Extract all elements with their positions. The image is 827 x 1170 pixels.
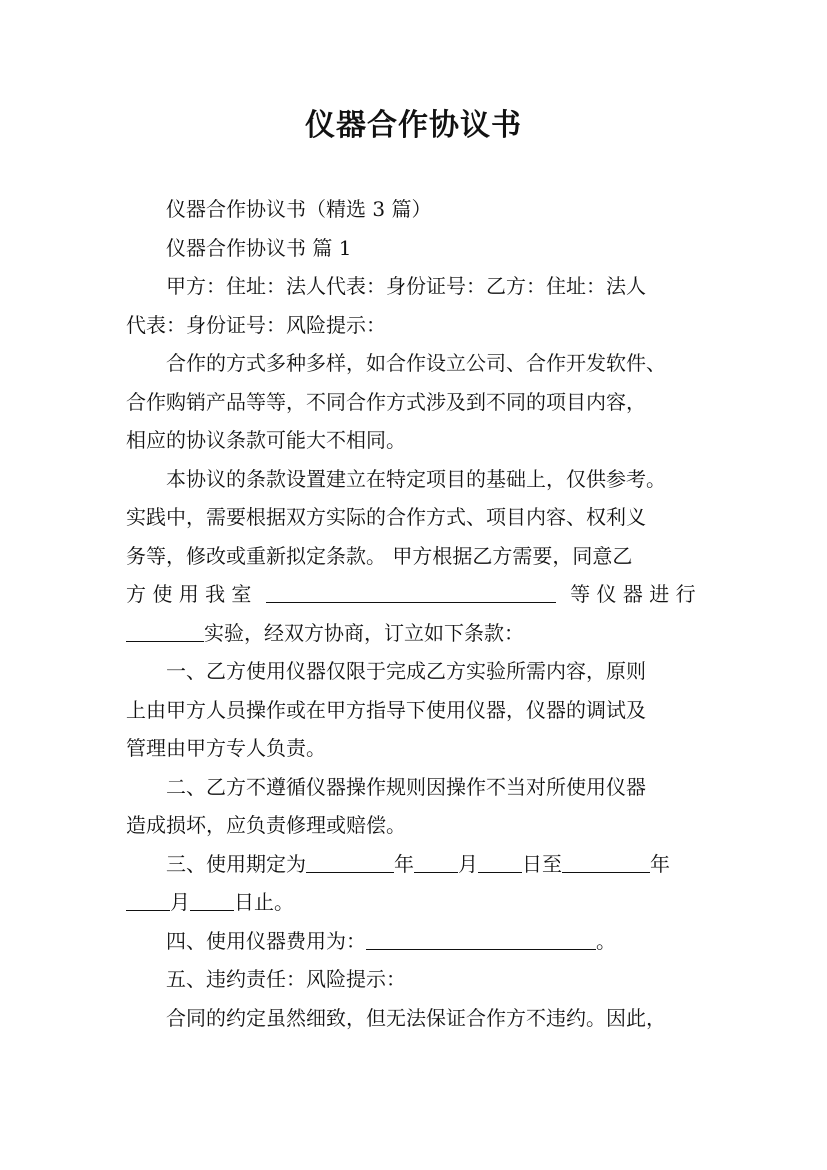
basis-line-2: 实践中，需要根据双方实际的合作方式、项目内容、权利义 [126, 505, 646, 529]
basis-line-5 [126, 614, 703, 653]
clause-2-line-2: 造成损坏，应负责修理或赔偿。 [126, 813, 406, 837]
clause-5-line-1: 五、违约责任：风险提示： [166, 967, 406, 991]
clause-3-line-1 [126, 845, 703, 884]
end-month-blank[interactable] [126, 890, 170, 911]
basis-line-1: 本协议的条款设置建立在特定项目的基础上，仅供参考。 [166, 466, 666, 491]
closing-paragraph [126, 999, 703, 1038]
basis-line-4-suffix: 等 仪 器 进 行 [570, 582, 696, 606]
clause-1 [126, 652, 703, 768]
clause-3-month-2: 月 [170, 890, 190, 914]
basis-line-5-suffix: 实验，经双方协商，订立如下条款： [204, 620, 524, 645]
clause-5 [126, 960, 703, 999]
basis-line-4 [126, 575, 703, 614]
start-year-blank[interactable] [306, 852, 394, 873]
clause-3-line-2 [126, 883, 703, 922]
fee-blank[interactable] [366, 929, 596, 950]
closing-line-1: 合同的约定虽然细致，但无法保证合作方不违约。因此， [166, 1005, 666, 1030]
basis-line-3: 务等，修改或重新拟定条款。 甲方根据乙方需要，同意乙 [126, 543, 633, 568]
clause-4 [126, 922, 703, 961]
intro-line-2: 合作购销产品等等，不同合作方式涉及到不同的项目内容， [126, 389, 646, 414]
document-body [126, 190, 703, 1037]
section-label: 仪器合作协议书 篇 1 [166, 235, 352, 260]
intro-paragraph [126, 344, 703, 460]
clause-3-month: 月 [458, 851, 478, 876]
intro-line-1: 合作的方式多种多样，如合作设立公司、合作开发软件、 [166, 351, 666, 375]
clause-3-end: 日止。 [234, 890, 294, 914]
clause-3-day-to: 日至 [522, 851, 562, 876]
intro-line-3: 相应的协议条款可能大不相同。 [126, 428, 406, 452]
parties-line-2: 代表：身份证号：风险提示： [126, 312, 386, 337]
parties-line-1: 甲方：住址：法人代表：身份证号：乙方：住址：法人 [166, 274, 646, 298]
end-day-blank[interactable] [190, 890, 234, 911]
clause-4-line-1 [126, 922, 703, 961]
clause-2-line-1: 二、乙方不遵循仪器操作规则因操作不当对所使用仪器 [166, 774, 646, 799]
clause-1-line-2: 上由甲方人员操作或在甲方指导下使用仪器，仪器的调试及 [126, 697, 646, 722]
clause-3 [126, 845, 703, 922]
instrument-blank[interactable] [266, 582, 556, 603]
basis-line-4-prefix: 方 使 用 我 室 [126, 582, 252, 606]
clause-3-year-2: 年 [650, 851, 670, 876]
clause-3-prefix: 三、使用期定为 [166, 851, 306, 876]
document-title: 仪器合作协议书 [305, 108, 522, 143]
clause-4-prefix: 四、使用仪器费用为： [166, 928, 366, 953]
clause-1-line-1: 一、乙方使用仪器仅限于完成乙方实验所需内容，原则 [166, 659, 646, 683]
parties-paragraph [126, 267, 703, 344]
clause-3-year: 年 [394, 851, 414, 876]
start-day-blank[interactable] [478, 852, 522, 873]
start-month-blank[interactable] [414, 852, 458, 873]
heading-line: 仪器合作协议书（精选 3 篇） [166, 197, 432, 221]
experiment-blank[interactable] [126, 621, 204, 642]
basis-paragraph [126, 460, 703, 653]
end-year-blank[interactable] [562, 852, 650, 873]
clause-2 [126, 768, 703, 845]
clause-4-end: 。 [596, 928, 616, 953]
clause-1-line-3: 管理由甲方专人负责。 [126, 736, 326, 760]
